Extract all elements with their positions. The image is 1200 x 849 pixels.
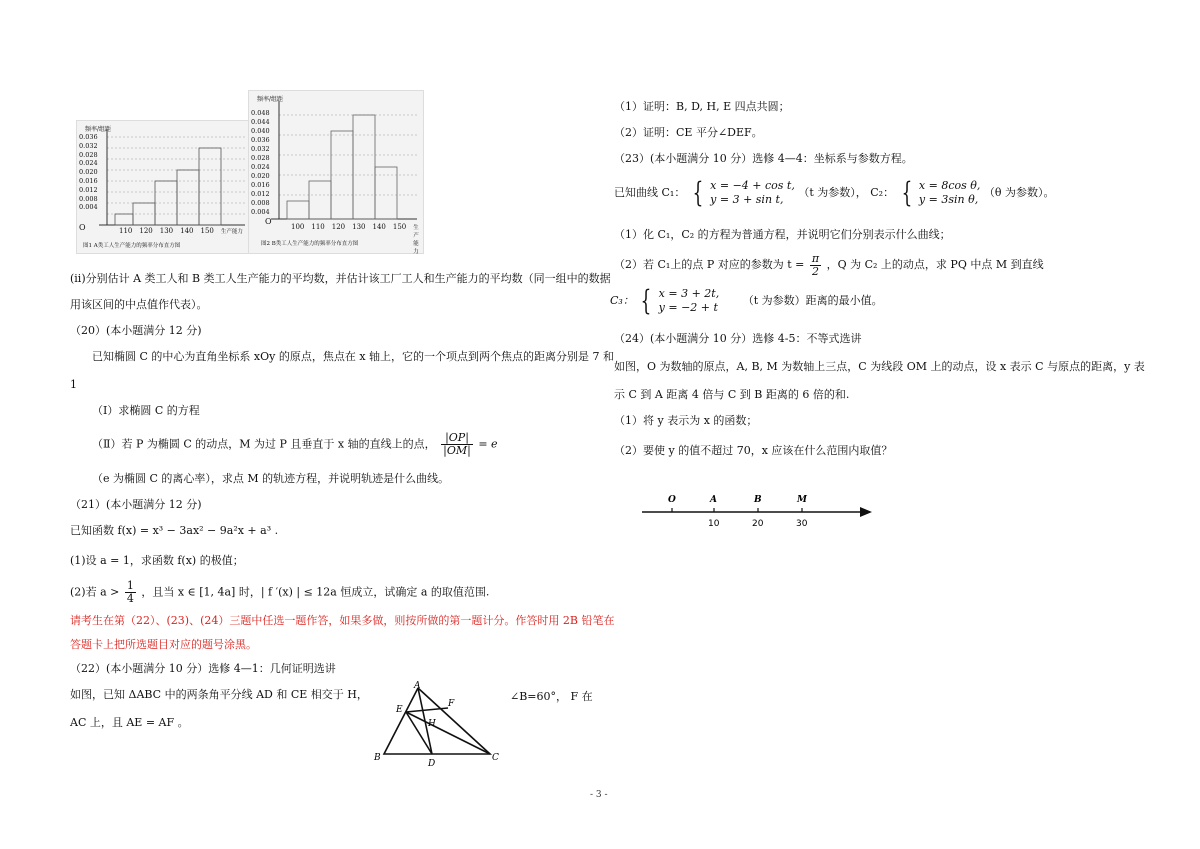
q24-part-1: （1）将 y 表示为 x 的函数； [614,414,758,427]
ytick: 0.012 [79,185,98,194]
xtick: 110 [119,227,133,235]
ytick: 0.032 [251,145,270,153]
frac-numerator: π [811,251,820,265]
q23-part-1: （1）化 C₁，C₂ 的方程为普通方程，并说明它们分别表示什么曲线； [614,228,951,241]
triangle-figure [372,680,502,766]
ytick: 0.008 [79,194,98,203]
bar-1 [287,201,309,219]
q20-stem-line1: 已知椭圆 C 的中心为直角坐标系 xOy 的原点，焦点在 x 轴上，它的一个项点到两个焦点的距离分别是 7 和 [92,350,615,363]
q20-stem-line2: 1 [70,378,77,391]
bar-5 [375,167,397,219]
histogram-2-caption: 图2 B类工人生产能力的频率分布直方图 [261,241,359,247]
c2-system [919,179,980,207]
ytick: 0.024 [79,159,98,168]
brace: { [640,284,652,317]
numberline-value-B: 20 [752,519,764,529]
vertex-B: B [374,753,381,763]
c1-system [710,179,795,207]
number-line-figure [640,490,880,546]
ytick: 0.024 [251,163,270,171]
c1-note: （t 为参数）， C₂： [798,186,895,199]
histogram-1-xlabel: 生产能力 [220,229,243,235]
c3-line [610,284,883,318]
histogram-2-xlabel: 生产能力 [413,225,419,255]
numberline-value-M: 30 [796,519,808,529]
frac-numerator: 1 [126,579,134,592]
xtick: 140 [180,227,194,235]
q21-part-1: (1)设 a = 1，求函数 f(x) 的极值； [70,554,244,567]
q23-fraction [810,253,821,278]
q21-stem: 已知函数 f(x) = x³ − 3ax² − 9a²x + a³ . [70,524,279,537]
q20-part-ii [92,432,498,457]
c1-y-eq: y = 3 + sin t, [710,193,784,206]
numberline-value-A: 10 [708,519,720,529]
q23-part-2-a: （2）若 C₁上的点 P 对应的参数为 t = [614,258,805,271]
frac-denominator: |OM| [443,444,471,457]
point-H: H [428,719,436,729]
instruction-red-line2: 答题卡上把所选题目对应的题号涂黑。 [70,638,257,651]
brace: { [901,176,912,209]
histogram-figure-1 [76,120,252,254]
q19-ii-line1: (ii)分别估计 A 类工人和 B 类工人生产能力的平均数，并估计该工厂工人和生产能力的平均数（同一组中的数据 [70,272,611,285]
histogram-2-ylabel: 频率/组距 [257,96,284,103]
point-D: D [428,759,436,766]
bar-3 [331,131,353,219]
vertex-C: C [492,753,499,763]
c3-system [659,287,720,315]
histogram-figure-2 [248,90,424,254]
q21-fraction [125,580,136,605]
ytick: 0.004 [251,208,270,216]
ytick: 0.016 [251,181,270,189]
page-number: - 3 - [590,790,608,800]
q20-part-ii-text: （Ⅱ）若 P 为椭圆 C 的动点，M 为过 P 且垂直于 x 轴的直线上的点， [92,437,436,451]
q24-stem-line1: 如图，O 为数轴的原点，A, B, M 为数轴上三点，C 为线段 OM 上的动点，设 x 表示 C 与原点的距离，y 表 [614,360,1145,373]
c3-note: （t 为参数）距离的最小值。 [742,294,883,307]
bar-4 [177,170,199,225]
c3-y-eq: y = −2 + t [658,301,718,314]
q22-angle: ∠B=60°， F 在 [510,690,593,703]
ytick: 0.036 [251,136,270,144]
xtick: 150 [392,223,407,231]
bar-5 [199,148,221,225]
point-F: F [448,699,455,709]
bar-3 [155,181,177,225]
q20-part-i: （Ⅰ）求椭圆 C 的方程 [92,404,200,417]
q22-stem-line2: AC 上，且 AE = AF 。 [70,716,189,729]
q20-part-ii-b: （e 为椭圆 C 的离心率），求点 M 的轨迹方程，并说明轨迹是什么曲线。 [92,472,450,485]
q22-stem-line1: 如图，已知 ΔABC 中的两条角平分线 AD 和 CE 相交于 H， [70,688,368,701]
q21-part-2 [70,580,489,605]
instruction-red-line1: 请考生在第（22）、(23)、(24）三题中任选一题作答，如果多做，则按所做的第一题计分。作答时用 2B 铅笔在 [70,614,615,627]
bar-4 [353,115,375,219]
histogram-2-yticks [251,109,270,217]
xtick: 100 [291,223,305,231]
xtick: 130 [352,223,366,231]
c1-x-eq: x = −4 + cos t, [710,179,795,192]
q21-part-2-a: (2)若 a > [70,585,120,599]
ytick: 0.004 [79,203,98,212]
q23-header: （23）(本小题满分 10 分）选修 4—4：坐标系与参数方程。 [614,152,913,165]
frac-equals: = e [478,437,498,451]
ytick: 0.016 [79,176,98,185]
xtick: 110 [311,223,325,231]
ytick: 0.048 [251,109,270,117]
q23-stem-text: 已知曲线 C₁： [614,186,686,199]
histogram-1-origin: O [79,223,86,232]
xtick: 130 [159,227,174,235]
ytick: 0.020 [79,168,98,177]
histogram-2-origin: O [265,217,272,226]
ytick: 0.032 [79,141,98,150]
q23-part-2 [614,250,1044,280]
q20-header: （20）(本小题满分 12 分) [70,324,202,337]
q19-ii-line2: 用该区间的中点值作代表）。 [70,298,208,311]
brace: { [692,176,704,209]
ytick: 0.036 [79,133,98,141]
ytick: 0.028 [79,150,98,159]
c2-x-eq: x = 8cos θ, [918,179,981,192]
numberline-label-B: B [754,495,762,505]
point-E: E [396,705,403,715]
bar-2 [309,181,331,219]
numberline-label-A: A [710,495,717,505]
q22-part-2: （2）证明：CE 平分∠DEF。 [614,126,763,139]
vertex-A: A [414,681,421,691]
q21-header: （21）(本小题满分 12 分) [70,498,202,511]
q23-part-2-b: ，Q 为 C₂ 上的动点，求 PQ 中点 M 到直线 [826,258,1044,271]
ytick: 0.012 [251,190,270,198]
numberline-label-M: M [797,495,807,505]
histogram-1-yticks [79,133,98,212]
ytick: 0.020 [251,172,270,180]
q22-part-1: （1）证明：B, D, H, E 四点共圆； [614,100,790,113]
frac-numerator: |OP| [441,432,473,445]
c2-note: （θ 为参数）。 [983,186,1055,199]
c2-y-eq: y = 3sin θ, [918,193,979,206]
histogram-1-ylabel: 频率/组距 [85,126,112,133]
q21-part-2-b: ，且当 x ∈ [1, 4a] 时，| f ′(x) | ≤ 12a 恒成立，试确定 a 的取值范围. [141,585,490,599]
histogram-1-xticks [119,227,243,235]
ytick: 0.044 [251,118,270,126]
q24-header: （24）(本小题满分 10 分）选修 4-5：不等式选讲 [614,332,862,345]
q24-part-2: （2）要使 y 的值不超过 70，x 应该在什么范围内取值？ [614,444,893,457]
xtick: 150 [200,227,214,235]
frac-denominator: 2 [811,264,819,278]
xtick: 140 [372,223,386,231]
numberline-label-O: O [668,495,676,505]
frac-denominator: 4 [126,592,134,605]
q23-stem [614,176,1055,210]
bar-1 [115,214,133,225]
q20-fraction [441,432,473,457]
q22-header: （22）(本小题满分 10 分）选修 4—1：几何证明选讲 [70,662,336,675]
ytick: 0.008 [251,199,270,207]
c3-x-eq: x = 3 + 2t, [658,287,720,300]
c3-label: C₃： [610,294,634,307]
xtick: 120 [331,223,346,231]
ytick: 0.040 [251,127,270,135]
ytick: 0.028 [251,154,270,162]
histogram-1-caption: 图1 A类工人生产能力的频率分布直方图 [83,243,181,249]
xtick: 120 [139,227,153,235]
q24-stem-line2: 示 C 到 A 距离 4 倍与 C 到 B 距离的 6 倍的和. [614,388,850,401]
